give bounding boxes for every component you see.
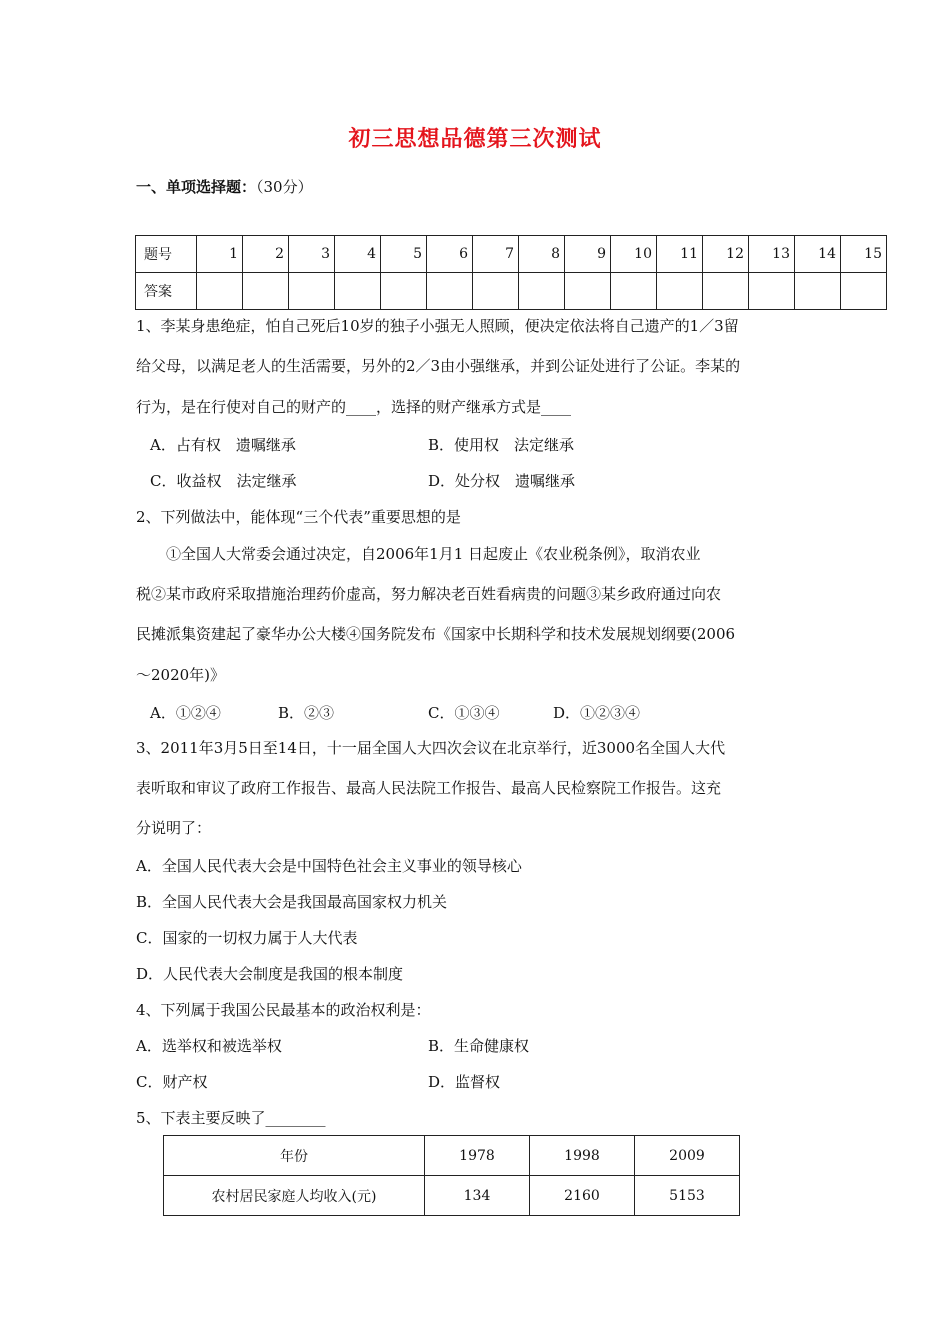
- answer-cell[interactable]: [795, 273, 841, 310]
- q3-line-1: 3、2011年3月5日至14日，十一届全国人大四次会议在北京举行，近3000名全国人大代: [136, 739, 726, 757]
- q1-line-3: 行为，是在行使对自己的财产的____，选择的财产继承方式是____: [136, 398, 572, 416]
- answer-table-answer-row: [136, 273, 887, 310]
- q4-option-a: A．选举权和被选举权: [136, 1037, 282, 1055]
- question-number-cell: 13: [749, 236, 795, 273]
- q3-option-b: B．全国人民代表大会是我国最高国家权力机关: [136, 893, 448, 911]
- answer-cell[interactable]: [473, 273, 519, 310]
- q2-line-1: 2、下列做法中，能体现“三个代表”重要思想的是: [136, 508, 461, 526]
- income-table-header-cell: 2009: [635, 1136, 740, 1176]
- answer-table-number-row: [136, 236, 887, 273]
- q4-option-b: B．生命健康权: [428, 1037, 530, 1055]
- q5-line: 5、下表主要反映了________: [136, 1109, 326, 1127]
- income-table-cell: 134: [425, 1176, 530, 1216]
- q3-option-d: D．人民代表大会制度是我国的根本制度: [136, 965, 404, 983]
- q3-option-a: A．全国人民代表大会是中国特色社会主义事业的领导核心: [136, 857, 522, 875]
- q2-line-5: ～2020年)》: [136, 666, 226, 684]
- income-table-cell: 农村居民家庭人均收入(元): [164, 1176, 425, 1216]
- income-table: [163, 1135, 740, 1216]
- answer-cell[interactable]: [335, 273, 381, 310]
- answer-table-number-label: 题号: [136, 236, 197, 273]
- income-table-data-row: [164, 1176, 740, 1216]
- question-number-cell: 14: [795, 236, 841, 273]
- income-table-header-cell: 1978: [425, 1136, 530, 1176]
- q1-option-b: B．使用权 法定继承: [428, 436, 575, 454]
- income-table-header-cell: 年份: [164, 1136, 425, 1176]
- answer-cell[interactable]: [703, 273, 749, 310]
- answer-cell[interactable]: [657, 273, 703, 310]
- income-table-header-row: [164, 1136, 740, 1176]
- q1-option-d: D．处分权 遗嘱继承: [428, 472, 576, 490]
- q4-option-d: D．监督权: [428, 1073, 501, 1091]
- q1-option-a: A．占有权 遗嘱继承: [150, 436, 296, 454]
- question-number-cell: 7: [473, 236, 519, 273]
- income-table-cell: 2160: [530, 1176, 635, 1216]
- question-number-cell: 3: [289, 236, 335, 273]
- answer-cell[interactable]: [519, 273, 565, 310]
- section-points: （30分）: [256, 178, 313, 196]
- answer-table: [135, 235, 887, 310]
- answer-cell[interactable]: [611, 273, 657, 310]
- question-number-cell: 1: [197, 236, 243, 273]
- income-table-header-cell: 1998: [530, 1136, 635, 1176]
- question-number-cell: 4: [335, 236, 381, 273]
- q1-option-c: C．收益权 法定继承: [150, 472, 297, 490]
- q2-line-2: ①全国人大常委会通过决定，自2006年1月1 日起废止《农业税条例》，取消农业: [136, 545, 701, 563]
- question-number-cell: 15: [841, 236, 887, 273]
- answer-cell[interactable]: [381, 273, 427, 310]
- answer-cell[interactable]: [841, 273, 887, 310]
- q3-line-3: 分说明了：: [136, 819, 212, 837]
- question-number-cell: 5: [381, 236, 427, 273]
- income-table-cell: 5153: [635, 1176, 740, 1216]
- q2-option-d: D．①②③④: [553, 704, 641, 722]
- question-number-cell: 10: [611, 236, 657, 273]
- q2-line-3: 税②某市政府采取措施治理药价虚高，努力解决老百姓看病贵的问题③某乡政府通过向农: [136, 585, 722, 603]
- q2-option-a: A．①②④: [150, 704, 221, 722]
- q2-option-b: B．②③: [278, 704, 335, 722]
- q2-option-c: C．①③④: [428, 704, 500, 722]
- section-title: 一、单项选择题：: [136, 178, 257, 196]
- q3-option-c: C．国家的一切权力属于人大代表: [136, 929, 358, 947]
- answer-cell[interactable]: [749, 273, 795, 310]
- q3-line-2: 表听取和审议了政府工作报告、最高人民法院工作报告、最高人民检察院工作报告。这充: [136, 779, 722, 797]
- question-number-cell: 11: [657, 236, 703, 273]
- question-number-cell: 2: [243, 236, 289, 273]
- page-title: 初三思想品德第三次测试: [348, 126, 602, 152]
- q1-line-1: 1、李某身患绝症，怕自己死后10岁的独子小强无人照顾，便决定依法将自己遗产的1／3留: [136, 317, 739, 335]
- question-number-cell: 6: [427, 236, 473, 273]
- answer-cell[interactable]: [289, 273, 335, 310]
- q4-line: 4、下列属于我国公民最基本的政治权利是：: [136, 1001, 431, 1019]
- answer-cell[interactable]: [427, 273, 473, 310]
- answer-cell[interactable]: [243, 273, 289, 310]
- question-number-cell: 12: [703, 236, 749, 273]
- q1-line-2: 给父母，以满足老人的生活需要，另外的2／3由小强继承，并到公证处进行了公证。李某的: [136, 357, 741, 375]
- question-number-cell: 8: [519, 236, 565, 273]
- answer-cell[interactable]: [565, 273, 611, 310]
- q4-option-c: C．财产权: [136, 1073, 208, 1091]
- section-heading: [136, 176, 313, 197]
- answer-table-answer-label: 答案: [136, 273, 197, 310]
- answer-cell[interactable]: [197, 273, 243, 310]
- q2-line-4: 民摊派集资建起了豪华办公大楼④国务院发布《国家中长期科学和技术发展规划纲要(2006: [136, 625, 736, 643]
- question-number-cell: 9: [565, 236, 611, 273]
